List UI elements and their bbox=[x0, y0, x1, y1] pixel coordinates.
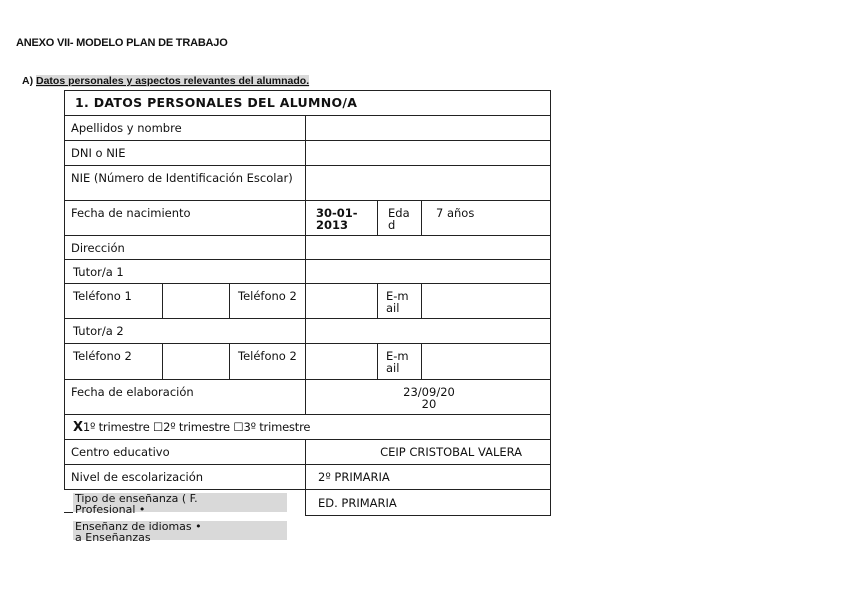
direccion-value bbox=[306, 236, 551, 260]
fecha-elaboracion-label: Fecha de elaboración bbox=[65, 380, 306, 415]
nivel-value: 2º PRIMARIA bbox=[306, 465, 551, 490]
edad-value: 7 años bbox=[422, 201, 551, 236]
overlay-line2b: a Enseñanzas bbox=[75, 531, 151, 544]
tutor2-telefono1-value bbox=[163, 344, 230, 380]
tutor1-label: Tutor/a 1 bbox=[65, 260, 306, 284]
tutor2-label: Tutor/a 2 bbox=[65, 319, 306, 344]
apellidos-label: Apellidos y nombre bbox=[65, 116, 306, 141]
trimestre-check-mark: X bbox=[73, 419, 83, 435]
nie-label: NIE (Número de Identificación Escolar) bbox=[65, 166, 306, 201]
trimestre-text: 1º trimestre ☐2º trimestre ☐3º trimestre bbox=[82, 419, 311, 434]
overlay-line1b: Profesional • bbox=[75, 503, 146, 516]
fecha-nacimiento-label: Fecha de nacimiento bbox=[65, 201, 306, 236]
personal-data-table bbox=[64, 90, 551, 516]
tutor1-telefono1-label: Teléfono 1 bbox=[65, 284, 163, 319]
tutor2-telefono2-value bbox=[306, 344, 378, 380]
tutor1-telefono2-value bbox=[306, 284, 378, 319]
dni-value bbox=[306, 141, 551, 166]
apellidos-value bbox=[306, 116, 551, 141]
fecha-elaboracion-value bbox=[306, 380, 551, 415]
trimestre-row bbox=[65, 415, 551, 440]
tutor1-email-label: E-mail bbox=[378, 284, 422, 319]
overlay-line2a: Enseñanz de idiomas • bbox=[75, 520, 202, 533]
tutor2-telefono2-label: Teléfono 2 bbox=[230, 344, 306, 380]
overlay-line1a: Tipo de enseñanza ( F. bbox=[75, 492, 198, 505]
tutor2-telefono1-label: Teléfono 2 bbox=[65, 344, 163, 380]
tutor2-email-label: E-mail bbox=[378, 344, 422, 380]
section-heading bbox=[22, 75, 309, 87]
fecha-elaboracion-text: 23/09/2020 bbox=[403, 385, 455, 411]
nie-value bbox=[306, 166, 551, 201]
tutor1-value bbox=[306, 260, 551, 284]
document-title: ANEXO VII- MODELO PLAN DE TRABAJO bbox=[16, 37, 228, 49]
tipo-ensenanza-overlay-2 bbox=[73, 520, 287, 544]
direccion-label: Dirección bbox=[65, 236, 306, 260]
tipo-ensenanza-overlay-1 bbox=[73, 492, 287, 516]
tutor2-email-value bbox=[422, 344, 551, 380]
fecha-nacimiento-value: 30-01-2013 bbox=[306, 201, 378, 236]
tutor2-value bbox=[306, 319, 551, 344]
nivel-label: Nivel de escolarización bbox=[65, 465, 306, 490]
centro-value: CEIP CRISTOBAL VALERA bbox=[306, 440, 551, 465]
tipo-value: ED. PRIMARIA bbox=[306, 490, 551, 516]
dni-label: DNI o NIE bbox=[65, 141, 306, 166]
tutor1-email-value bbox=[422, 284, 551, 319]
row-fragment-line bbox=[64, 512, 73, 513]
tutor1-telefono2-label: Teléfono 2 bbox=[230, 284, 306, 319]
centro-label: Centro educativo bbox=[65, 440, 306, 465]
section-title: Datos personales y aspectos relevantes del alumnado. bbox=[36, 75, 310, 87]
edad-label: Edad bbox=[378, 201, 422, 236]
tutor1-telefono1-value bbox=[163, 284, 230, 319]
table-header: 1. DATOS PERSONALES DEL ALUMNO/A bbox=[65, 91, 551, 116]
section-prefix: A) bbox=[22, 75, 36, 87]
